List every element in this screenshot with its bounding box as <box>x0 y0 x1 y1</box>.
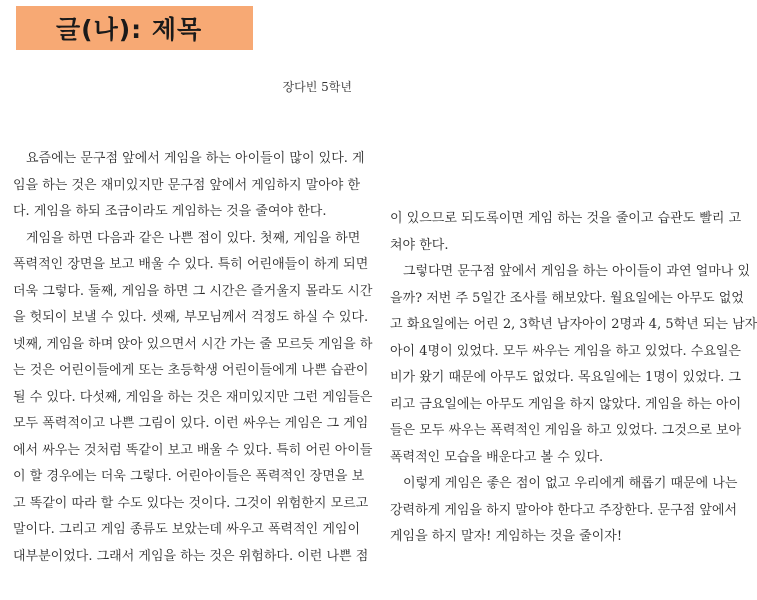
text-line: 다. 게임을 하되 조금이라도 게임하는 것을 줄여야 한다. <box>13 204 327 219</box>
text-line: 말이다. 그리고 게임 종류도 보았는데 싸우고 폭력적인 게임이 <box>13 522 361 537</box>
text-line: 들은 모두 싸우는 폭력적인 게임을 하고 있었다. 그것으로 보아 <box>390 423 742 438</box>
text-line: 에서 싸우는 것처럼 똑같이 보고 배울 수 있다. 특히 어린 아이들 <box>13 442 373 458</box>
text-line: 될 수 있다. 다섯째, 게임을 하는 것은 재미있지만 그런 게임들은 <box>13 389 373 405</box>
text-line: 고 똑같이 따라 할 수도 있다는 것이다. 그것이 위험한지 모르고 <box>13 495 369 511</box>
text-line: 비가 왔기 때문에 아무도 없었다. 목요일에는 1명이 있었다. 그 <box>390 370 741 385</box>
text-line: 그렇다면 문구점 앞에서 게임을 하는 아이들이 과연 얼마나 있 <box>403 264 751 279</box>
text-line: 쳐야 한다. <box>390 237 449 253</box>
left-column <box>13 146 373 570</box>
text-line: 리고 금요일에는 아무도 게임을 하지 않았다. 게임을 하는 아이 <box>390 396 742 412</box>
text-line: 게임을 하면 다음과 같은 나쁜 점이 있다. 첫째, 게임을 하면 <box>26 230 361 246</box>
text-line: 더욱 그렇다. 둘째, 게임을 하면 그 시간은 즐거울지 몰라도 시간 <box>13 283 373 299</box>
text-line: 게임을 하지 말자! 게임하는 것을 줄이자! <box>390 529 623 544</box>
document-title: 글(나): 제목 <box>56 15 203 44</box>
text-line: 이 할 경우에는 더욱 그렇다. 어린아이들은 폭력적인 장면을 보 <box>13 469 365 484</box>
right-column <box>390 206 757 551</box>
text-line: 을까? 저번 주 5일간 조사를 해보았다. 월요일에는 아무도 없었 <box>390 290 744 306</box>
text-line: 모두 폭력적이고 나쁜 그림이 있다. 이런 싸우는 게임은 그 게임 <box>13 416 369 431</box>
text-line: 는 것은 어린이들에게 또는 초등학생 어린이들에게 나쁜 습관이 <box>13 363 369 378</box>
text-line: 대부분이었다. 그래서 게임을 하는 것은 위험하다. 이런 나쁜 점 <box>13 548 369 564</box>
text-line: 폭력적인 장면을 보고 배울 수 있다. 특히 어린애들이 하게 되면 <box>13 257 369 272</box>
text-line: 임을 하는 것은 재미있지만 문구점 앞에서 게임하지 말아야 한 <box>13 177 361 193</box>
text-line: 이렇게 게임은 좋은 점이 없고 우리에게 해롭기 때문에 나는 <box>403 476 738 491</box>
text-line: 폭력적인 모습을 배운다고 볼 수 있다. <box>390 449 604 465</box>
text-line: 강력하게 게임을 하지 말아야 한다고 주장한다. 문구점 앞에서 <box>390 502 738 518</box>
text-line: 을 헛되이 보낼 수 있다. 셋째, 부모님께서 걱정도 하실 수 있다. <box>13 310 369 325</box>
text-line: 고 화요일에는 어린 2, 3학년 남자아이 2명과 4, 5학년 되는 남자 <box>390 317 757 332</box>
author-line: 장다빈 5학년 <box>282 80 352 94</box>
text-line: 요즘에는 문구점 앞에서 게임을 하는 아이들이 많이 있다. 게 <box>26 151 365 166</box>
text-line: 아이 4명이 있었다. 모두 싸우는 게임을 하고 있었다. 수요일은 <box>390 343 741 359</box>
text-line: 넷째, 게임을 하며 앉아 있으면서 시간 가는 줄 모르듯 게임을 하 <box>13 336 373 352</box>
title-banner <box>16 6 253 50</box>
text-line: 이 있으므로 되도록이면 게임 하는 것을 줄이고 습관도 빨리 고 <box>390 211 742 226</box>
